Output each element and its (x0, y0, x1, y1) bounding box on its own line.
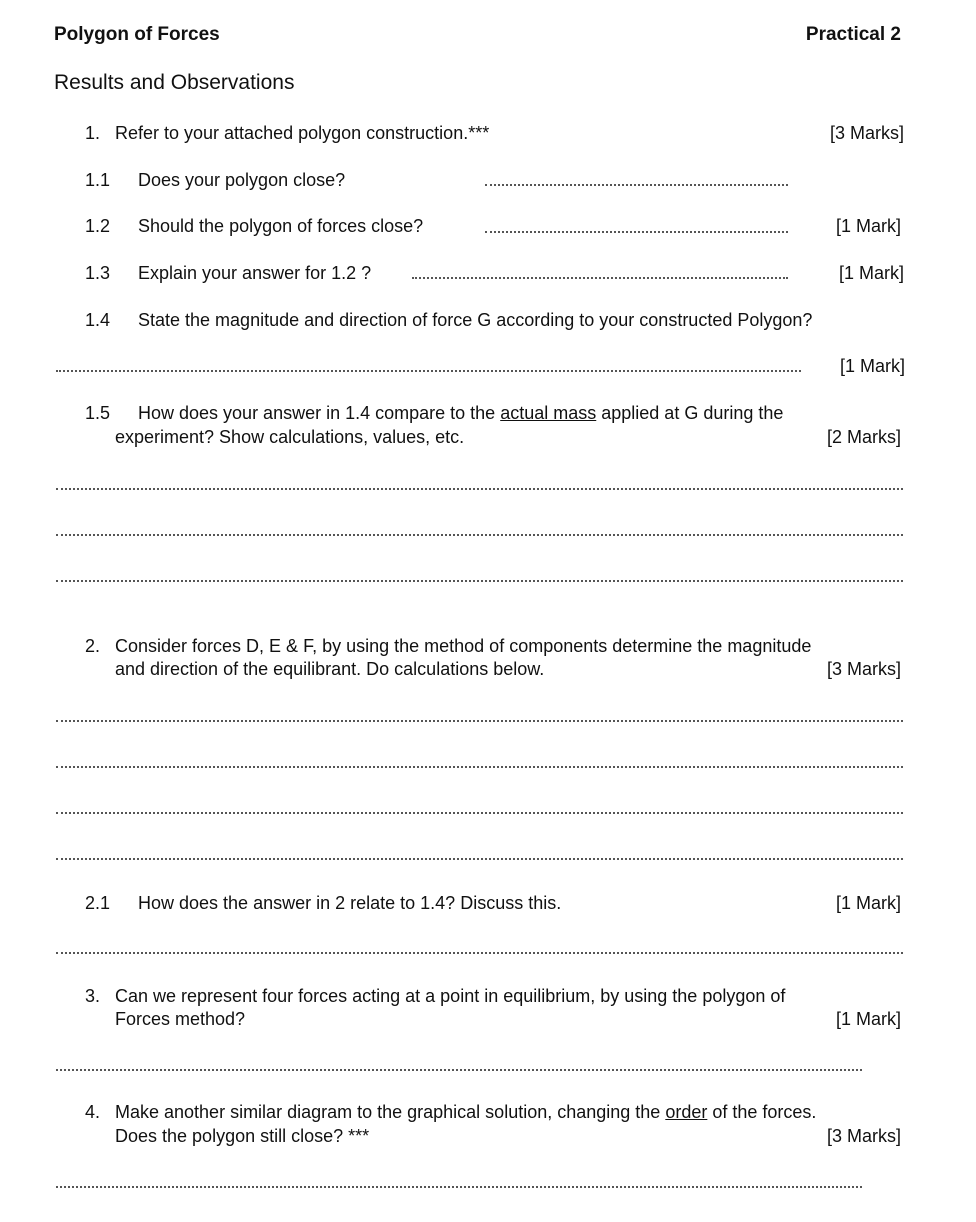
question-number: 1.2 (85, 216, 111, 236)
question-text: How does the answer in 2 relate to 1.4? Discuss this. (138, 893, 562, 913)
answer-line[interactable] (56, 488, 903, 490)
question-text: State the magnitude and direction of force G according to your constructed Polygon? (138, 310, 813, 330)
marks-label: [1 Mark] (835, 893, 901, 913)
question-text: Refer to your attached polygon construction.*** (115, 123, 490, 143)
answer-line[interactable] (56, 766, 903, 768)
question-text-line-2: Forces method? (115, 1009, 246, 1029)
marks-label: [2 Marks] (826, 427, 901, 447)
text-part: applied at G during the (596, 403, 784, 423)
question-number: 2.1 (85, 893, 111, 913)
marks-label: [3 Marks] (829, 123, 904, 143)
question-number: 2. (85, 636, 101, 656)
question-number: 3. (85, 986, 101, 1006)
answer-line[interactable] (56, 580, 903, 582)
question-text: Should the polygon of forces close? (138, 216, 424, 236)
question-text: Does your polygon close? (138, 170, 346, 190)
question-number: 1.3 (85, 263, 111, 283)
marks-label: [1 Mark] (839, 356, 905, 376)
marks-label: [1 Mark] (835, 216, 901, 236)
question-text-line-1: Consider forces D, E & F, by using the method of components determine the magnitude (115, 636, 812, 656)
answer-line[interactable] (56, 534, 903, 536)
question-text-line-2: Does the polygon still close? *** (115, 1126, 370, 1146)
section-title: Results and Observations (54, 71, 295, 94)
underlined-text: order (665, 1102, 708, 1122)
answer-line[interactable] (56, 858, 903, 860)
practical-label: Practical 2 (805, 24, 901, 45)
marks-label: [3 Marks] (826, 1126, 901, 1146)
answer-line[interactable] (56, 1069, 862, 1071)
question-text-line-1 (138, 403, 783, 424)
text-part: of the forces. (707, 1102, 817, 1122)
document-title: Polygon of Forces (54, 24, 220, 45)
answer-line[interactable] (56, 952, 903, 954)
answer-line[interactable] (56, 812, 903, 814)
question-number: 1.1 (85, 170, 111, 190)
answer-line[interactable] (56, 370, 801, 372)
answer-line[interactable] (56, 720, 903, 722)
underlined-text: actual mass (500, 403, 597, 423)
question-text-line-1: Can we represent four forces acting at a point in equilibrium, by using the polygon of (115, 986, 786, 1006)
question-text-line-2: experiment? Show calculations, values, etc. (115, 427, 465, 447)
question-number: 1.5 (85, 403, 111, 423)
text-part: Make another similar diagram to the graphical solution, changing the (115, 1102, 666, 1122)
question-number: 1.4 (85, 310, 111, 330)
question-text: Explain your answer for 1.2 ? (138, 263, 372, 283)
answer-line[interactable] (412, 277, 788, 279)
question-number: 1. (85, 123, 101, 143)
question-text-line-2: and direction of the equilibrant. Do calculations below. (115, 659, 545, 679)
marks-label: [1 Mark] (835, 1009, 901, 1029)
question-number: 4. (85, 1102, 101, 1122)
marks-label: [3 Marks] (826, 659, 901, 679)
answer-line[interactable] (485, 231, 788, 233)
question-text-line-1 (115, 1102, 816, 1123)
text-part: How does your answer in 1.4 compare to the (138, 403, 501, 423)
marks-label: [1 Mark] (838, 263, 904, 283)
answer-line[interactable] (485, 184, 788, 186)
answer-line[interactable] (56, 1186, 862, 1188)
